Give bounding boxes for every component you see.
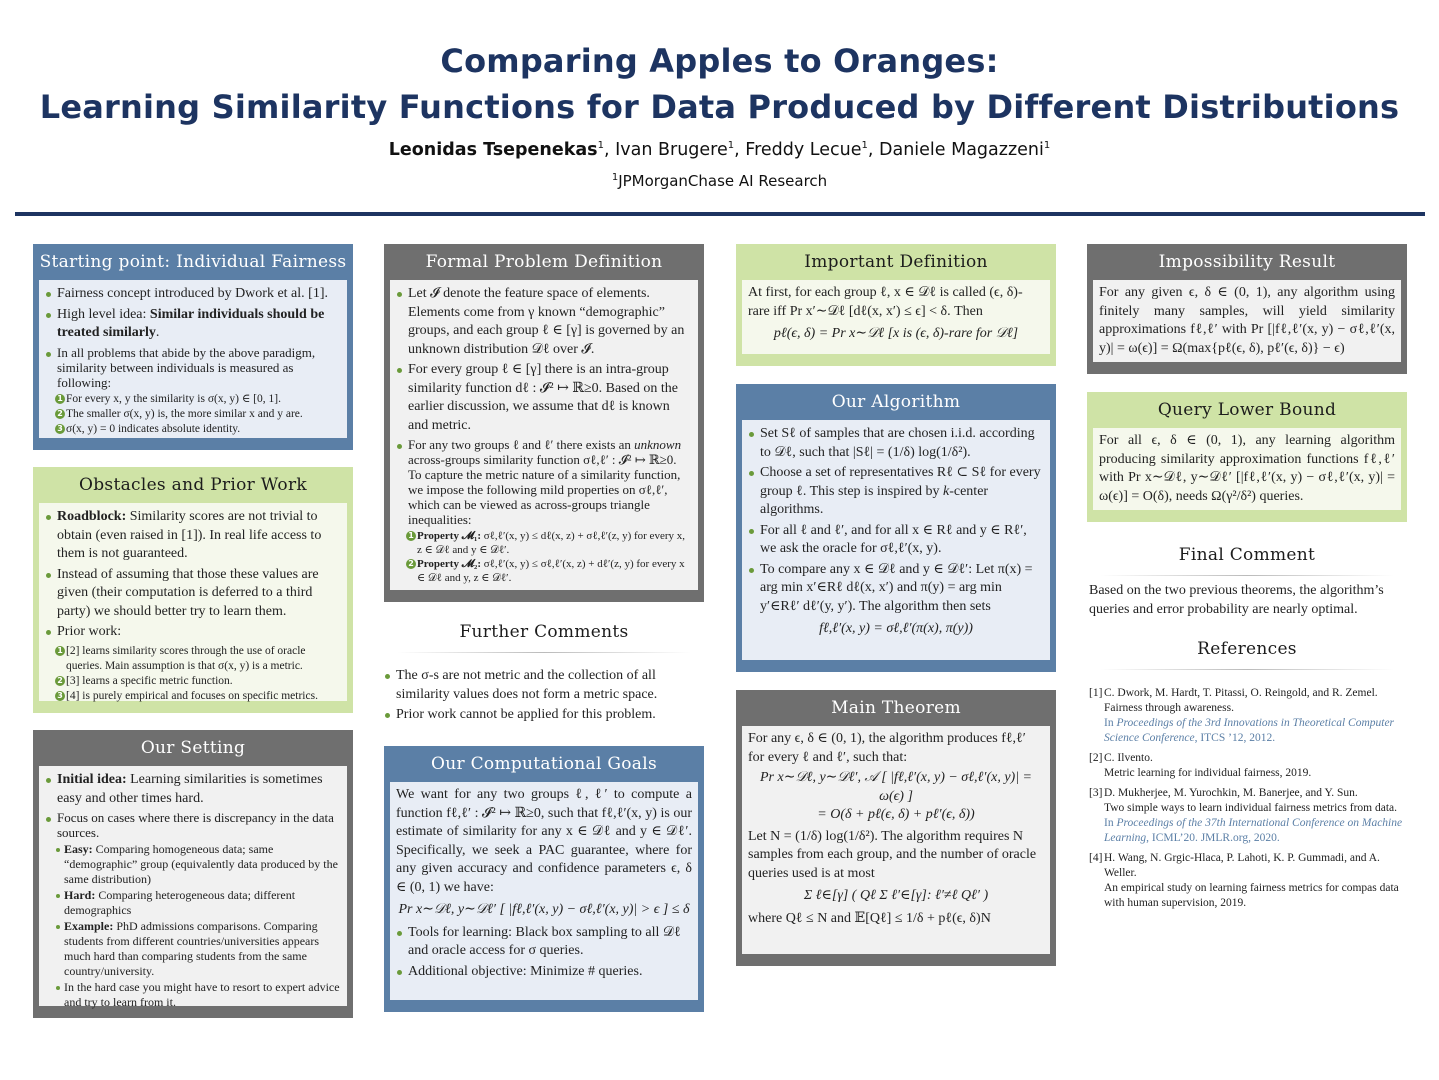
references-list [1089,686,1407,916]
block-title: Our Algorithm [831,392,961,412]
author-affil-sup: 1 [1043,140,1051,152]
author-affil-sup: 1 [861,140,868,152]
our-setting-block [33,730,353,1018]
block-title: Formal Problem Definition [425,252,663,272]
block-body [742,726,1050,954]
obstacles-block [33,467,353,713]
query-lower-bound-block [1087,392,1407,522]
bullet-item: Tools for learning: Black box sampling to all 𝒟ℓ and oracle access for σ queries. [396,924,692,961]
rare-probability-equation: pℓ(ϵ, δ) = Pr x∼𝒟ℓ [x is (ϵ, δ)-rare for 𝒟ℓ] [773,326,1019,341]
theorem-equation: Pr x∼𝒟ℓ, y∼𝒟ℓ′, 𝒜 [ |fℓ,ℓ′(x, y) − σℓ,ℓ′(x, y)| = ω(ϵ) ] [760,770,1032,804]
bullet-item: Instead of assuming that those these values are given (their computation is deferred to a third party) we should better try to learn them. [45,566,341,622]
numbered-item: 3 σ(x, y) = 0 indicates absolute identity. [55,422,341,437]
numbered-item: 2 [3] learns a specific metric function. [55,674,341,689]
affiliation: $^1$JPMorganChase AI Research [611,172,828,190]
block-title: Main Theorem [831,698,961,718]
bullet-item: For any two groups ℓ and ℓ′ there exists an unknown across-groups similarity function σℓ,ℓ′ : 𝓘² ↦ ℝ≥0. To capture the metric nature of a similarity function, we impose the following mild properties on σℓ,ℓ′, which can be viewed as across-groups triangle inequalities: [396,437,692,527]
numbered-item: 1 For every x, y the similarity is σ(x, y) ∈ [0, 1]. [55,392,341,407]
author-name: Daniele Magazzeni [879,140,1044,160]
bullet-item: Let 𝓘 denote the feature space of elements. Elements come from γ known “demographic” groups, and each group ℓ ∈ [γ] is governed by an unknown distribution 𝒟ℓ over 𝓘. [396,285,692,359]
bullet-item: Set Sℓ of samples that are chosen i.i.d. according to 𝒟ℓ, such that |Sℓ| = (1/δ) log(1/δ²). [748,425,1044,462]
our-algorithm-block [736,384,1056,672]
numbered-item: 1 Property 𝓜₁: σℓ,ℓ′(x, y) ≤ dℓ(x, z) + σℓ,ℓ′(z, y) for every x, z ∈ 𝒟ℓ and y ∈ 𝒟ℓ′. [406,529,692,557]
poster-title-line2: Learning Similarity Functions for Data Produced by Different Distributions [39,88,1400,126]
block-body [742,280,1050,354]
references-heading: References [1087,639,1407,670]
block-title: Impossibility Result [1158,252,1336,272]
bullet-item: For all ℓ and ℓ′, and for all x ∈ Rℓ and y ∈ Rℓ′, we ask the oracle for σℓ,ℓ′(x, y). [748,522,1044,559]
bullet-item: Focus on cases where there is discrepancy in the data sources. [45,810,341,840]
numbered-item: 3 [4] is purely empirical and focuses on specific metrics. [55,689,341,704]
poster-title-line1: Comparing Apples to Oranges: [440,42,999,80]
block-body: For any given ϵ, δ ∈ (0, 1), any algorithm using finitely many samples, will yield similarity approximations fℓ,ℓ′ with Pr [|fℓ,ℓ′(x, y) − σℓ,ℓ′(x, y)| = ω(ϵ)] = Ω(max{pℓ(ϵ, δ), pℓ′(ϵ, δ)} − ϵ) [1093,280,1401,362]
block-body [390,280,698,590]
algorithm-output-equation: fℓ,ℓ′(x, y) = σℓ,ℓ′(π(x), π(y)) [819,621,973,636]
block-body: For all ϵ, δ ∈ (0, 1), any learning algorithm producing similarity approximation functions fℓ,ℓ′ with Pr x∼𝒟ℓ, y∼𝒟ℓ′ [|fℓ,ℓ′(x, y) − σℓ,ℓ′(x, y)| = ω(ϵ)] = O(δ), needs Ω(γ²/δ²) queries. [1093,428,1401,510]
block-body [742,420,1050,660]
block-body [39,280,347,438]
bullet-item: Additional objective: Minimize # queries. [396,963,692,982]
numbered-item: 2 The smaller σ(x, y) is, the more similar x and y are. [55,407,341,422]
block-title: Important Definition [804,252,988,272]
poster-header [0,38,1439,190]
bullet-item: The σ-s are not metric and the collection of all similarity values does not form a metric space. [384,667,704,704]
bullet-item: Roadblock: Similarity scores are not trivial to obtain (even raised in [1]). In real life access to them is not guaranteed. [45,508,341,564]
sub-bullet-item: Hard: Comparing heterogeneous data; different demographics [55,888,341,918]
bullet-item: To compare any x ∈ 𝒟ℓ and y ∈ 𝒟ℓ′: Let π(x) = arg min x′∈Rℓ dℓ(x, x′) and π(y) = arg min y′∈Rℓ′ dℓ′(y, y′). The algorithm then sets [748,561,1044,617]
sub-bullet-item: Easy: Comparing homogeneous data; same “demographic” group (equivalently data produced by the same distribution) [55,842,341,887]
block-body [39,503,347,701]
theorem-paragraph: Let N = (1/δ) log(1/δ²). The algorithm requires N samples from each group, and the number of oracle queries used is at most [748,828,1037,881]
block-body [390,782,698,1000]
bullet-item: Initial idea: Learning similarities is sometimes easy and other times hard. [45,771,341,808]
block-title: Starting point: Individual Fairness [39,252,347,272]
further-comments-heading: Further Comments [384,622,704,653]
theorem-equation-bound: = O(δ + pℓ(ϵ, δ) + pℓ′(ϵ, δ)) [817,807,975,822]
author-affil-sup: 1 [727,140,735,152]
reference-item: [3] D. Mukherjee, M. Yurochkin, M. Banerjee, and Y. Sun. Two simple ways to learn individual fairness metrics from data. In Proceedings of the 37th International Conference on Machine Learning, ICML’20. JMLR.org, 2020. [1089,787,1403,844]
final-comment-body: Based on the two previous theorems, the algorithm’s queries and error probability are nearly optimal. [1089,583,1384,617]
numbered-item: 1 [2] learns similarity scores through the use of oracle queries. Main assumption is that σ(x, y) is a metric. [55,644,341,674]
final-comment-heading: Final Comment [1087,545,1407,576]
definition-paragraph: At first, for each group ℓ, x ∈ 𝒟ℓ is called (ϵ, δ)-rare iff Pr x′∼𝒟ℓ [dℓ(x, x′) ≤ ϵ] < δ. Then [748,285,1023,319]
theorem-paragraph: where Qℓ ≤ N and 𝔼[Qℓ] ≤ 1/δ + pℓ(ϵ, δ)N [748,910,991,926]
author-list: Leonidas Tsepenekas$^1$, Ivan Brugere$^1$, Freddy Lecue$^1$, Daniele Magazzeni$^1$ [388,140,1051,160]
bullet-item: Prior work: [45,623,341,642]
bullet-item: Prior work cannot be applied for this problem. [384,706,704,725]
block-title: Query Lower Bound [1157,400,1337,420]
block-title: Our Setting [140,738,246,758]
bullet-item: In all problems that abide by the above paradigm, similarity between individuals is measured as following: [45,345,341,390]
author-name: Freddy Lecue [745,140,862,160]
reference-item: [4] H. Wang, N. Grgic-Hlaca, P. Lahoti, K. P. Gummadi, and A. Weller. An empirical study on learning fairness metrics for compas data with human supervision, 2019. [1089,852,1399,909]
sub-bullet-item: Example: PhD admissions comparisons. Comparing students from different countries/universities appears much hard than comparing students from the same country/university. [55,919,341,979]
query-count-equation: Σ ℓ∈[γ] ( Qℓ Σ ℓ′∈[γ]: ℓ′≠ℓ Qℓ′ ) [803,888,989,903]
author-name: Leonidas Tsepenekas [388,140,598,160]
impossibility-result-block [1087,244,1407,374]
theorem-paragraph: For any ϵ, δ ∈ (0, 1), the algorithm produces fℓ,ℓ′ for every ℓ and ℓ′, such that: [748,731,1026,765]
reference-item: [2] C. Ilvento. Metric learning for individual fairness, 2019. [1089,752,1312,779]
main-theorem-block [736,690,1056,966]
bullet-item: High level idea: Similar individuals should be treated similarly. [45,306,341,343]
goals-paragraph: We want for any two groups ℓ, ℓ′ to compute a function fℓ,ℓ′ : 𝓘² ↦ ℝ≥0, such that fℓ,ℓ′(x, y) is our estimate of similarity for any x ∈ 𝒟ℓ and y ∈ 𝒟ℓ′. Specifically, we seek a PAC guarantee, where for any given accuracy and confidence parameters ϵ, δ ∈ (0, 1) we have: [396,787,692,895]
block-body [39,766,347,1009]
starting-point-block [33,244,353,450]
pac-equation: Pr x∼𝒟ℓ, y∼𝒟ℓ′ [ |fℓ,ℓ′(x, y) − σℓ,ℓ′(x, y)| > ϵ ] ≤ δ [398,902,690,917]
block-title: Obstacles and Prior Work [79,475,307,495]
author-affil-sup: 1 [597,140,604,152]
further-comments-body [384,666,704,727]
header-divider [15,212,1425,216]
formal-problem-block [384,244,704,602]
numbered-item: 2 Property 𝓜₂: σℓ,ℓ′(x, y) ≤ σℓ,ℓ′(x, z) + dℓ′(z, y) for every x ∈ 𝒟ℓ and y, z ∈ 𝒟ℓ′. [406,557,692,585]
block-title: Our Computational Goals [430,754,657,774]
sub-bullet-item: In the hard case you might have to resort to expert advice and try to learn from it. [55,980,341,1010]
computational-goals-block [384,746,704,1012]
author-name: Ivan Brugere [615,140,728,160]
reference-item: [1] C. Dwork, M. Hardt, T. Pitassi, O. Reingold, and R. Zemel. Fairness through awareness. In Proceedings of the 3rd Innovations in Theoretical Computer Science Conference, ITCS ’12, 2012. [1089,687,1395,744]
bullet-item: Fairness concept introduced by Dwork et al. [1]. [45,285,341,304]
important-definition-block [736,244,1056,366]
bullet-item: For every group ℓ ∈ [γ] there is an intra-group similarity function dℓ : 𝓘² ↦ ℝ≥0. Based on the earlier discussion, we assume that dℓ is known and metric. [396,361,692,435]
bullet-item: Choose a set of representatives Rℓ ⊂ Sℓ for every group ℓ. This step is inspired by k-center algorithms. [748,464,1044,520]
